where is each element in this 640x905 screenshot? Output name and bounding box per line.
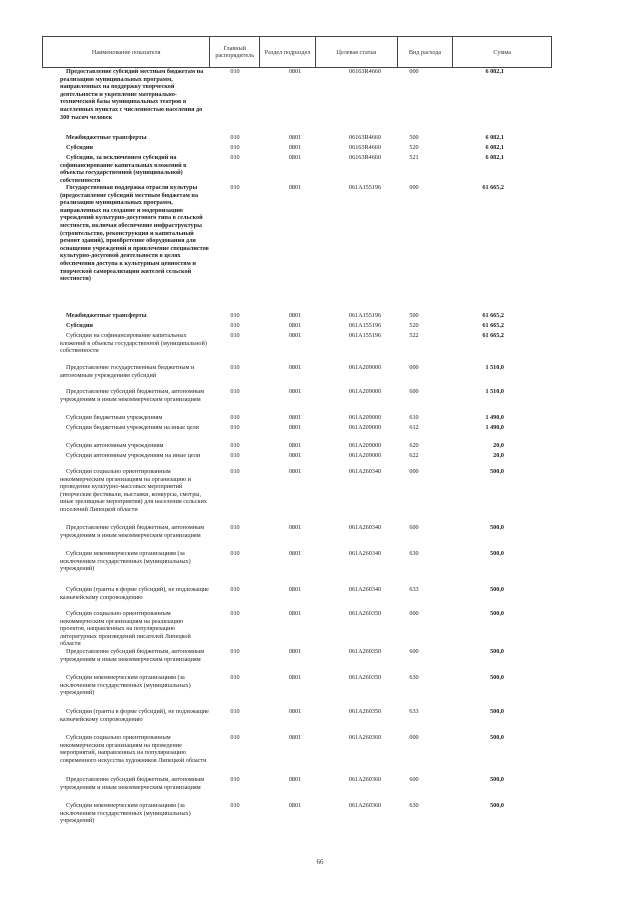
row-expense-type: 500 [409, 134, 419, 141]
row-grbs: 010 [230, 388, 240, 395]
row-sum: 61 665,2 [482, 322, 504, 329]
header-expense-type: Вид расхода [398, 37, 454, 67]
row-sum: 500,0 [490, 648, 504, 655]
row-expense-type: 000 [409, 734, 419, 741]
row-target-article: 061A260350 [348, 674, 382, 681]
row-expense-type: 622 [409, 452, 419, 459]
row-razdel: 0801 [288, 68, 302, 75]
row-sum: 6 082,1 [485, 154, 504, 161]
row-expense-type: 630 [409, 802, 419, 809]
header-target-article: Целевая статья [316, 37, 398, 67]
row-sum: 500,0 [490, 610, 504, 617]
row-expense-type: 600 [409, 388, 419, 395]
row-target-article: 06163R4660 [349, 68, 381, 75]
row-target-article: 061A260350 [348, 648, 382, 655]
row-name: Межбюджетные трансферты [66, 134, 147, 141]
row-target-article: 061A260360 [348, 776, 382, 783]
row-sum: 20,0 [493, 442, 504, 449]
row-name: Предоставление государственным бюджетным и автономным учреждениям субсидий [60, 364, 195, 379]
row-target-article: 061A260360 [348, 802, 382, 809]
row-sum: 500,0 [490, 802, 504, 809]
row-name: Субсидии [66, 144, 93, 151]
row-name: Субсидии социально ориентированным некоммерческим организациям на проведение мероприятий, направленных на популяризацию современного искусства художников Липецкой области [60, 734, 207, 764]
row-name: Предоставление субсидий бюджетным, автономным учреждениям и иным некоммерческим организациям [60, 524, 205, 539]
row-name: Субсидии социально ориентированным некоммерческим организациям на реализацию проектов, направленных на популяризацию литературных произведений писателей Липецкой области [60, 610, 191, 648]
row-name: Субсидии (гранты в форме субсидий), не подлежащие казначейскому сопровождению [60, 586, 209, 601]
row-name: Субсидии [66, 322, 93, 329]
row-grbs: 010 [230, 322, 240, 329]
row-target-article: 061A260360 [348, 734, 382, 741]
table-header [42, 36, 552, 68]
row-razdel: 0801 [288, 776, 302, 783]
row-grbs: 010 [230, 134, 240, 141]
row-target-article: 061A260340 [348, 586, 382, 593]
row-expense-type: 620 [409, 442, 419, 449]
row-target-article: 061A209000 [348, 442, 382, 449]
row-grbs: 010 [230, 332, 240, 339]
row-name: Субсидии автономным учреждениям [66, 442, 164, 449]
row-name: Предоставление субсидий бюджетным, автономным учреждениям и иным некоммерческим организациям [60, 388, 205, 403]
row-grbs: 010 [230, 312, 240, 319]
row-expense-type: 633 [409, 708, 419, 715]
row-razdel: 0801 [288, 312, 302, 319]
row-grbs: 010 [230, 648, 240, 655]
row-razdel: 0801 [288, 524, 302, 531]
row-target-article: 061A209000 [348, 414, 382, 421]
row-razdel: 0801 [288, 802, 302, 809]
row-sum: 6 082,1 [485, 144, 504, 151]
row-razdel: 0801 [288, 364, 302, 371]
row-name: Субсидии автономным учреждениям на иные цели [66, 452, 201, 459]
row-expense-type: 000 [409, 68, 419, 75]
row-razdel: 0801 [288, 332, 302, 339]
row-target-article: 061A155196 [348, 322, 382, 329]
header-sum: Сумма [493, 48, 511, 56]
row-expense-type: 521 [409, 154, 419, 161]
header-name: Наименование показателя [43, 37, 210, 67]
row-sum: 500,0 [490, 708, 504, 715]
row-grbs: 010 [230, 154, 240, 161]
header-razdel: Раздел подраздел [260, 37, 316, 67]
row-name: Межбюджетные трансферты [66, 312, 147, 319]
row-expense-type: 520 [409, 322, 419, 329]
row-razdel: 0801 [288, 674, 302, 681]
row-expense-type: 522 [409, 332, 419, 339]
row-expense-type: 600 [409, 648, 419, 655]
row-target-article: 061A260340 [348, 524, 382, 531]
row-razdel: 0801 [288, 322, 302, 329]
row-sum: 20,0 [493, 452, 504, 459]
row-sum: 1 490,0 [485, 424, 504, 431]
row-name: Государственная поддержка отрасли культуры (предоставление субсидий местным бюджетам на реализацию муниципальных программ, направленных на создание и модернизацию учреждений культурно-досугового типа в сельской местности, включая обеспечение инфраструктуры (строительство, реконструкция и капитальный ремонт зданий), приобретение оборудования для оснащения учреждений и привлечение специалистов культурно-досуговой деятельности в целях обеспечения доступа к культурным ценностям и творческой самореализации жителей сельской местности) [60, 184, 209, 283]
row-name: Субсидии бюджетным учреждениям на иные цели [66, 424, 199, 431]
row-sum: 500,0 [490, 468, 504, 475]
row-expense-type: 600 [409, 524, 419, 531]
row-razdel: 0801 [288, 424, 302, 431]
row-target-article: 061A260340 [348, 550, 382, 557]
row-target-article: 06163R4660 [349, 134, 381, 141]
row-grbs: 010 [230, 68, 240, 75]
row-name: Предоставление субсидий бюджетным, автономным учреждениям и иным некоммерческим организациям [60, 776, 205, 791]
row-expense-type: 000 [409, 184, 419, 191]
row-razdel: 0801 [288, 550, 302, 557]
row-razdel: 0801 [288, 586, 302, 593]
row-grbs: 010 [230, 674, 240, 681]
row-grbs: 010 [230, 184, 240, 191]
row-target-article: 061A209000 [348, 452, 382, 459]
row-razdel: 0801 [288, 734, 302, 741]
row-target-article: 061A209000 [348, 364, 382, 371]
row-target-article: 06163R4660 [349, 144, 381, 151]
row-target-article: 061A260340 [348, 468, 382, 475]
row-name: Субсидии некоммерческим организациям (за исключением государственных (муниципальных) учреждений) [60, 550, 191, 573]
row-target-article: 061A155196 [348, 332, 382, 339]
row-sum: 6 082,1 [485, 134, 504, 141]
row-sum: 500,0 [490, 586, 504, 593]
row-target-article: 061A209000 [348, 388, 382, 395]
row-sum: 500,0 [490, 550, 504, 557]
row-razdel: 0801 [288, 468, 302, 475]
row-grbs: 010 [230, 610, 240, 617]
row-expense-type: 000 [409, 610, 419, 617]
row-grbs: 010 [230, 802, 240, 809]
row-target-article: 061A260350 [348, 708, 382, 715]
row-razdel: 0801 [288, 414, 302, 421]
row-expense-type: 520 [409, 144, 419, 151]
row-grbs: 010 [230, 144, 240, 151]
row-grbs: 010 [230, 550, 240, 557]
row-grbs: 010 [230, 442, 240, 449]
row-expense-type: 500 [409, 312, 419, 319]
row-grbs: 010 [230, 452, 240, 459]
row-sum: 1 510,0 [485, 388, 504, 395]
row-razdel: 0801 [288, 144, 302, 151]
row-grbs: 010 [230, 364, 240, 371]
row-target-article: 061A260350 [348, 610, 382, 617]
row-sum: 61 665,2 [482, 312, 504, 319]
row-grbs: 010 [230, 424, 240, 431]
row-target-article: 061A155196 [348, 312, 382, 319]
row-sum: 500,0 [490, 674, 504, 681]
row-razdel: 0801 [288, 442, 302, 449]
row-grbs: 010 [230, 734, 240, 741]
row-expense-type: 000 [409, 364, 419, 371]
row-target-article: 06163R4660 [349, 154, 381, 161]
row-sum: 1 510,0 [485, 364, 504, 371]
row-razdel: 0801 [288, 184, 302, 191]
row-razdel: 0801 [288, 134, 302, 141]
row-expense-type: 000 [409, 468, 419, 475]
row-expense-type: 610 [409, 414, 419, 421]
row-expense-type: 633 [409, 586, 419, 593]
row-razdel: 0801 [288, 154, 302, 161]
row-sum: 61 665,2 [482, 332, 504, 339]
row-name: Предоставление субсидий бюджетным, автономным учреждениям и иным некоммерческим организациям [60, 648, 205, 663]
row-sum: 500,0 [490, 524, 504, 531]
row-expense-type: 612 [409, 424, 419, 431]
row-name: Субсидии на софинансирование капитальных вложений в объекты государственной (муниципальной) собственности [60, 332, 207, 355]
row-name: Субсидии, за исключением субсидий на софинансирование капитальных вложений в объекты государственной (муниципальной) собственности [60, 154, 187, 184]
row-sum: 500,0 [490, 776, 504, 783]
row-name: Предоставление субсидий местным бюджетам на реализацию муниципальных программ, направленных на поддержку творческой деятельности и укрепление материально-технической базы муниципальных театров в населенных пунктах с численностью населения до 300 тысяч человек [60, 68, 204, 121]
row-razdel: 0801 [288, 648, 302, 655]
row-grbs: 010 [230, 524, 240, 531]
row-razdel: 0801 [288, 388, 302, 395]
row-grbs: 010 [230, 708, 240, 715]
row-grbs: 010 [230, 468, 240, 475]
header-grbs: Главный распорядитель [210, 37, 260, 67]
row-name: Субсидии (гранты в форме субсидий), не подлежащие казначейскому сопровождению [60, 708, 209, 723]
row-razdel: 0801 [288, 708, 302, 715]
row-name: Субсидии некоммерческим организациям (за исключением государственных (муниципальных) учреждений) [60, 802, 191, 825]
row-razdel: 0801 [288, 610, 302, 617]
row-target-article: 061A209000 [348, 424, 382, 431]
row-expense-type: 630 [409, 550, 419, 557]
row-grbs: 010 [230, 586, 240, 593]
row-name: Субсидии некоммерческим организациям (за исключением государственных (муниципальных) учреждений) [60, 674, 191, 697]
row-sum: 1 490,0 [485, 414, 504, 421]
page-number: 66 [316, 858, 324, 866]
row-name: Субсидии бюджетным учреждениям [66, 414, 163, 421]
row-name: Субсидии социально ориентированным некоммерческим организациям на организацию и проведение культурно-массовых мероприятий (творческие фестивали, выставки, конкурсы, смотры, иные зрелищные мероприятия) для населения сельских поселений Липецкой области [60, 468, 207, 513]
row-expense-type: 630 [409, 674, 419, 681]
row-expense-type: 600 [409, 776, 419, 783]
row-sum: 6 082,1 [485, 68, 504, 75]
row-target-article: 061A155196 [348, 184, 382, 191]
row-sum: 500,0 [490, 734, 504, 741]
row-razdel: 0801 [288, 452, 302, 459]
row-grbs: 010 [230, 414, 240, 421]
row-sum: 61 665,2 [482, 184, 504, 191]
row-grbs: 010 [230, 776, 240, 783]
